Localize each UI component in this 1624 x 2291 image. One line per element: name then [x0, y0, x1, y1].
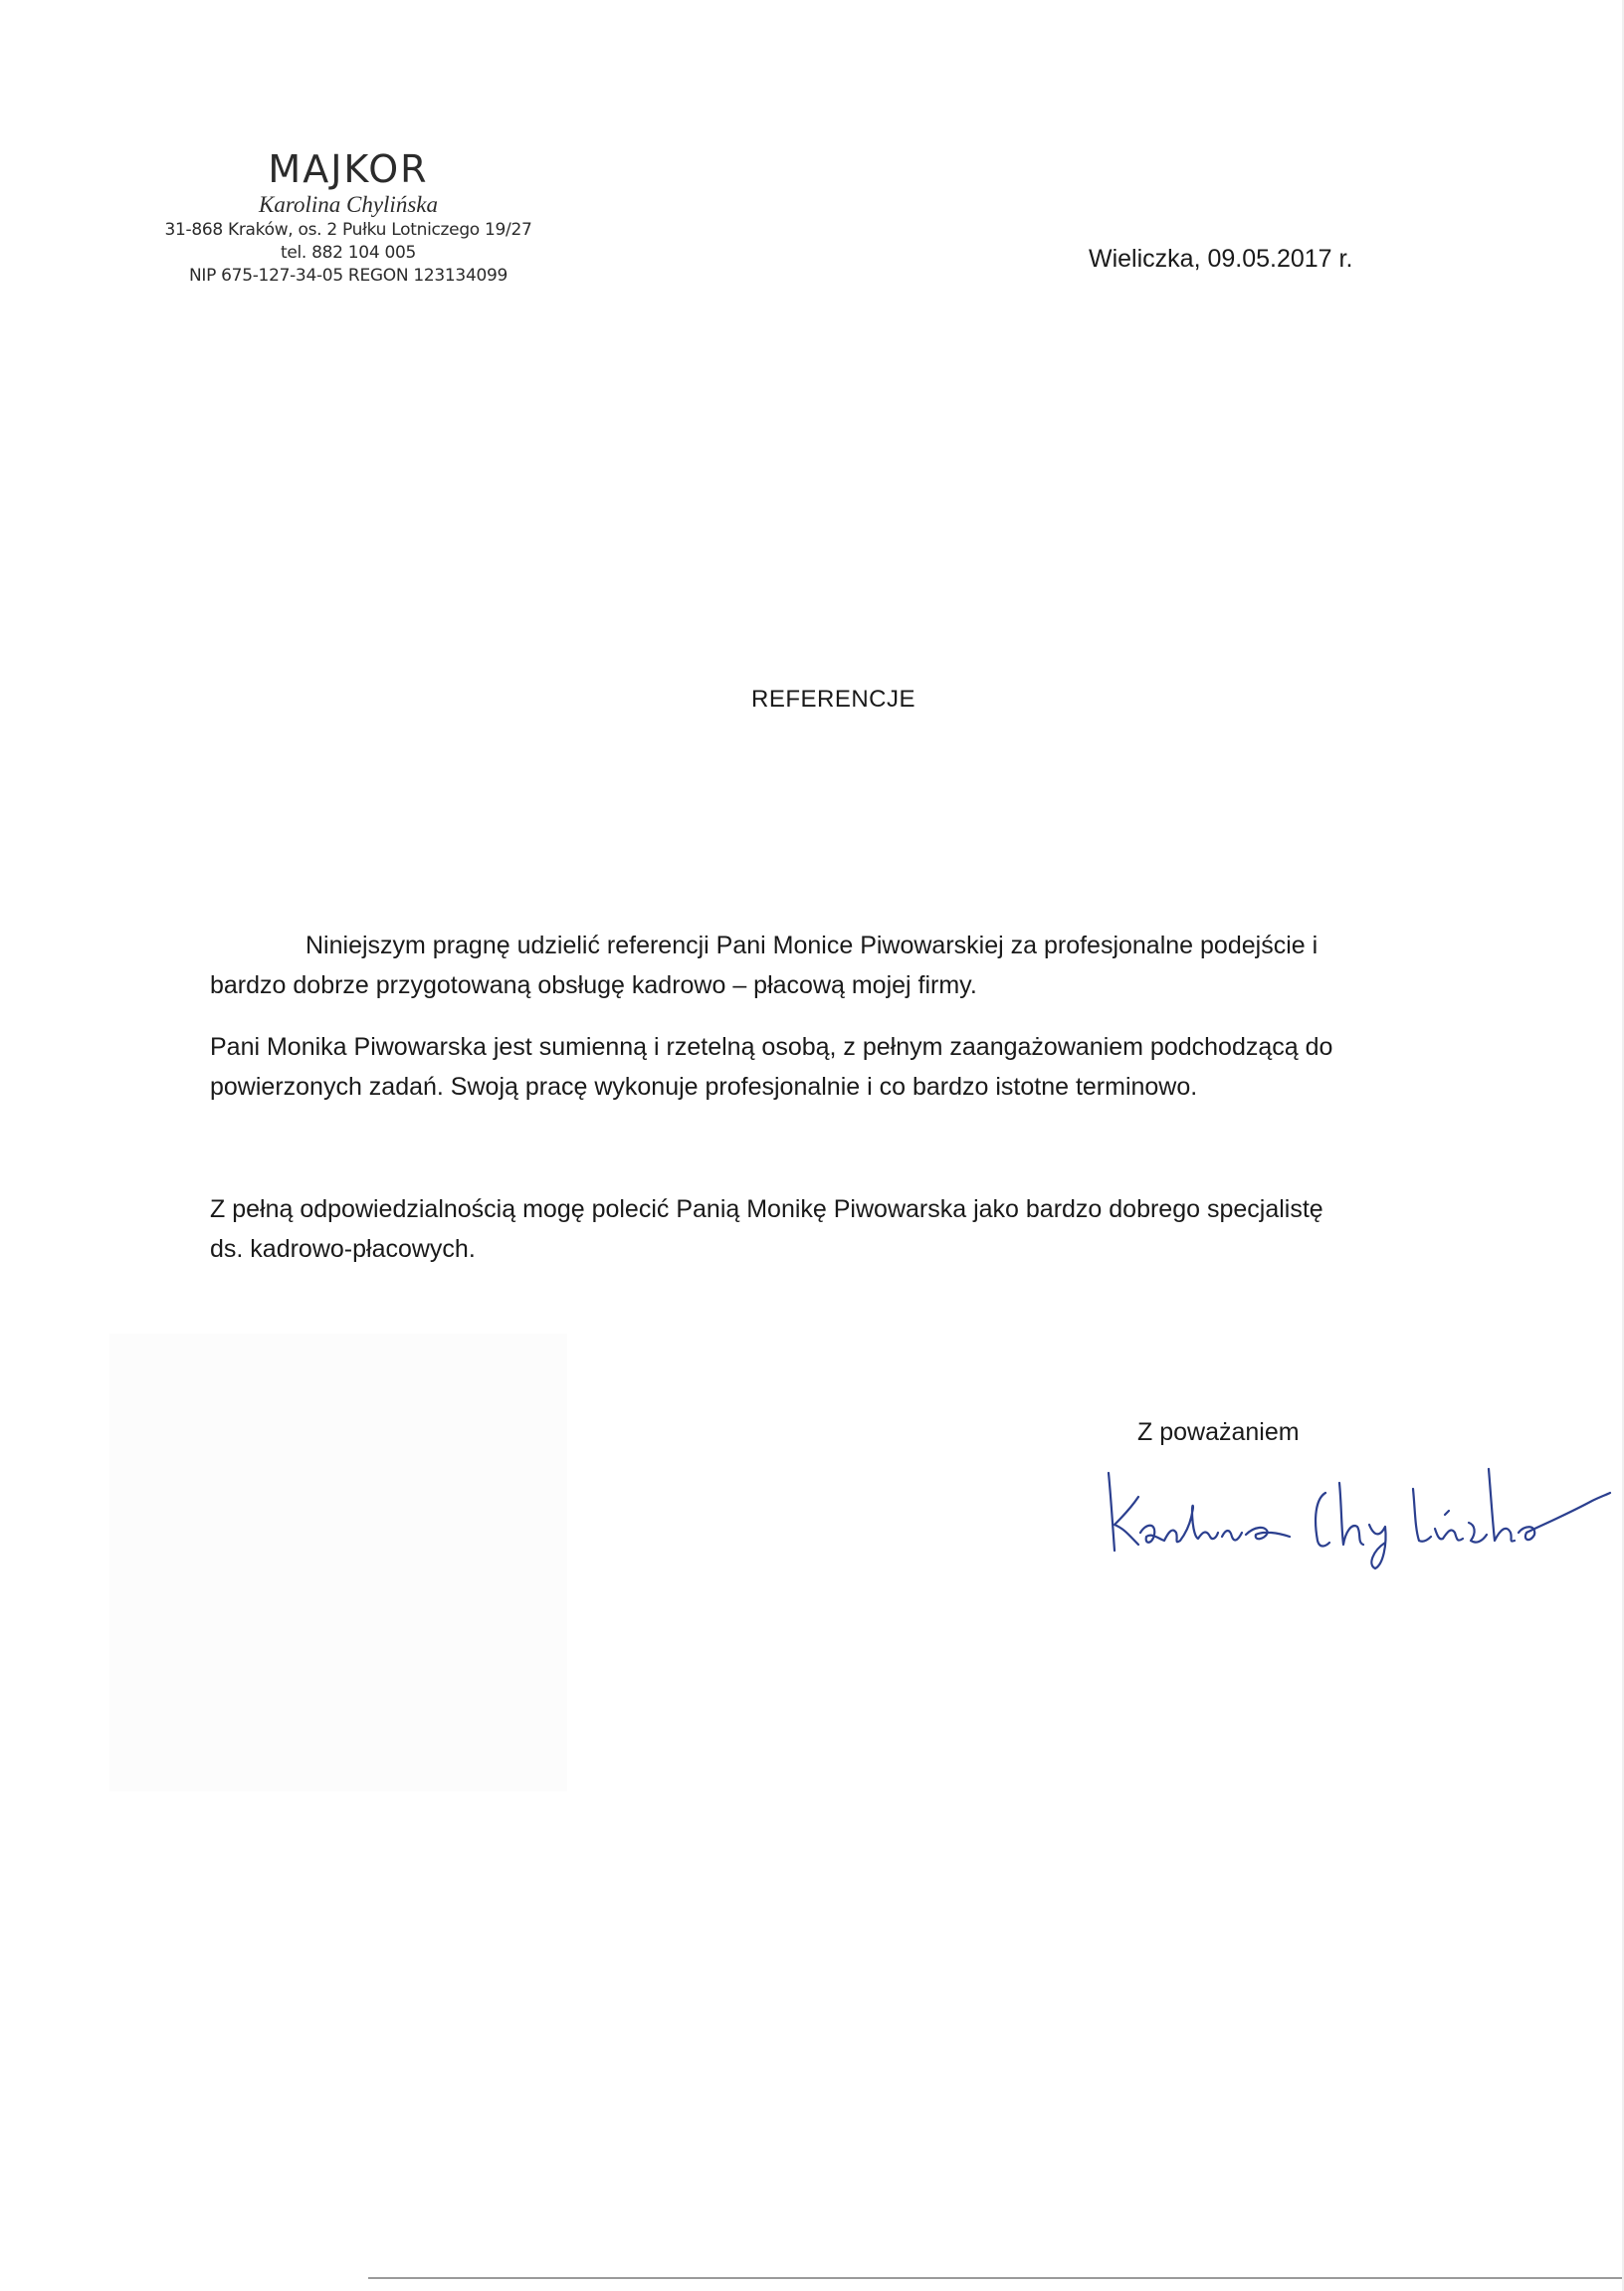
paragraph-2-line-1: Pani Monika Piwowarska jest sumienną i rzetelną osobą, z pełnym zaangażowaniem podchodzącą do — [210, 1033, 1333, 1061]
letter-date: Wieliczka, 09.05.2017 r. — [1089, 245, 1353, 273]
closing-phrase: Z poważaniem — [1137, 1418, 1300, 1446]
scan-shading — [109, 1334, 567, 1791]
handwritten-signature — [1095, 1453, 1612, 1572]
paragraph-3-line-1: Z pełną odpowiedzialnością mogę polecić Panią Monikę Piwowarska jako bardzo dobrego specjalistę — [210, 1195, 1323, 1223]
company-ids: NIP 675-127-34-05 REGON 123134099 — [188, 266, 508, 286]
paragraph-1-line-1: Niniejszym pragnę udzielić referencji Pani Monice Piwowarskiej za profesjonalne podejście i — [305, 932, 1319, 959]
company-address: 31-868 Kraków, os. 2 Pułku Lotniczego 19/27 — [164, 220, 532, 240]
scan-edge-line — [368, 2277, 1624, 2279]
letterhead-stamp — [149, 147, 547, 288]
paragraph-2-line-2: powierzonych zadań. Swoją pracę wykonuje profesjonalnie i co bardzo istotne terminowo. — [210, 1073, 1198, 1101]
company-name: MAJKOR — [268, 147, 429, 191]
paragraph-3-line-2: ds. kadrowo-płacowych. — [210, 1235, 476, 1263]
paragraph-3 — [210, 1189, 1504, 1269]
paragraph-2 — [210, 1027, 1504, 1107]
document-title: REFERENCJE — [750, 686, 916, 713]
company-phone: tel. 882 104 005 — [280, 243, 416, 263]
paragraph-1 — [210, 926, 1504, 1005]
paragraph-1-line-2: bardzo dobrze przygotowaną obsługę kadrowo – płacową mojej firmy. — [210, 971, 977, 999]
owner-name: Karolina Chylińska — [259, 192, 438, 217]
